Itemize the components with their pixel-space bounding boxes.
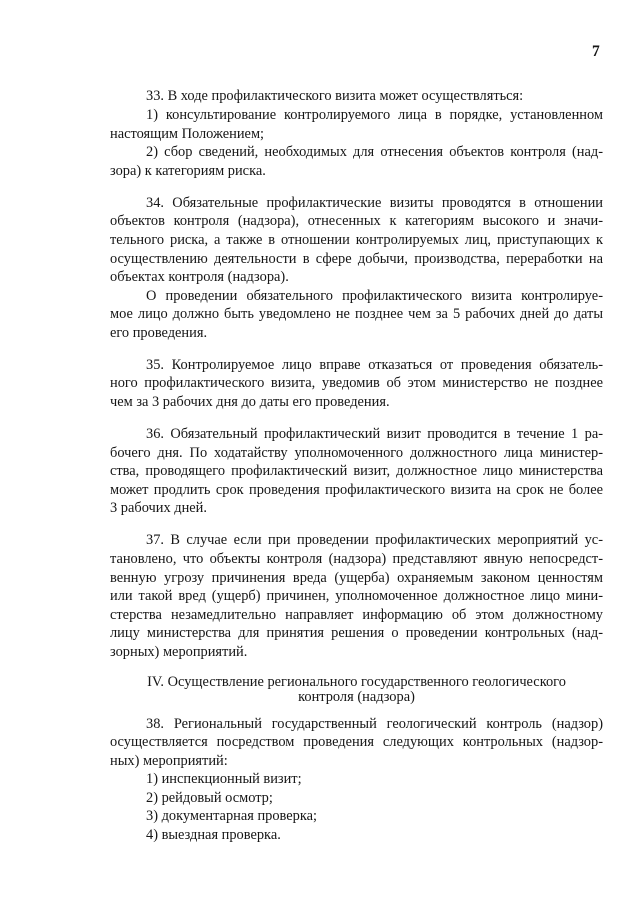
text-line: настоящим Положением; [110,126,265,142]
heading-line: IV. Осуществление регионального государственного геологического [147,674,566,690]
text-line: объектах контроля (надзора). [110,269,289,285]
text-line: 38. Региональный государственный геологический контроль (надзор) [146,716,603,732]
text-line: чем за 3 рабочих дня до даты его проведения. [110,394,390,410]
text-line: 2) рейдовый осмотр; [146,790,273,806]
text-line: ных) мероприятий: [110,753,228,769]
text-line: лицу министерства для принятия решения о проведении контрольных (над- [110,625,603,641]
page-number: 7 [592,43,600,60]
text-line: стерства незамедлительно направляет информацию об этом должностному [110,607,603,623]
text-line: 3) документарная проверка; [146,808,317,824]
text-line: ного профилактического визита, уведомив об этом министерство не позднее [110,375,603,391]
text-line: мое лицо должно быть уведомлено не позднее чем за 5 рабочих дней до даты [110,306,603,322]
text-line: 4) выездная проверка. [146,827,281,843]
text-line: 33. В ходе профилактического визита может осуществляться: [146,88,524,104]
text-line: 1) консультирование контролируемого лица в порядке, установленном [146,107,603,123]
text-line: 36. Обязательный профилактический визит проводится в течение 1 ра- [146,426,603,442]
text-line: 37. В случае если при проведении профилактических мероприятий ус- [146,532,603,548]
text-line: тановлено, что объекты контроля (надзора) представляют явную непосредст- [110,551,603,567]
text-line: 3 рабочих дней. [110,500,207,516]
text-line: О проведении обязательного профилактического визита контролируе- [146,288,603,304]
text-line: его проведения. [110,325,208,341]
text-line: объектов контроля (надзора), отнесенных к категориям высокого и значи- [110,213,603,229]
text-line: может продлить срок проведения профилактического визита на срок не более [110,482,603,498]
text-line: зора) к категориям риска. [110,163,266,179]
text-line: осуществлению деятельности в сфере добычи, производства, переработки на [110,251,603,267]
text-line: ства, проводящего профилактический визит, должностное лицо министерства [110,463,603,479]
heading-line: контроля (надзора) [298,689,415,705]
text-line: или такой вред (ущерб) причинен, уполномоченное должностное лицо мини- [110,588,603,604]
text-line: венную угрозу причинения вреда (ущерба) охраняемым законом ценностям [110,570,603,586]
text-line: осуществляется посредством проведения следующих контрольных (надзор- [110,734,603,750]
text-line: бочего дня. По ходатайству уполномоченного должностного лица министер- [110,445,603,461]
text-line: 35. Контролируемое лицо вправе отказаться от проведения обязатель- [146,357,603,373]
text-line: тельного риска, а также в отношении контролируемых лиц, приступающих к [110,232,603,248]
text-line: 1) инспекционный визит; [146,771,302,787]
text-line: 34. Обязательные профилактические визиты проводятся в отношении [146,195,603,211]
text-line: 2) сбор сведений, необходимых для отнесения объектов контроля (над- [146,144,603,160]
text-line: зорных) мероприятий. [110,644,248,660]
